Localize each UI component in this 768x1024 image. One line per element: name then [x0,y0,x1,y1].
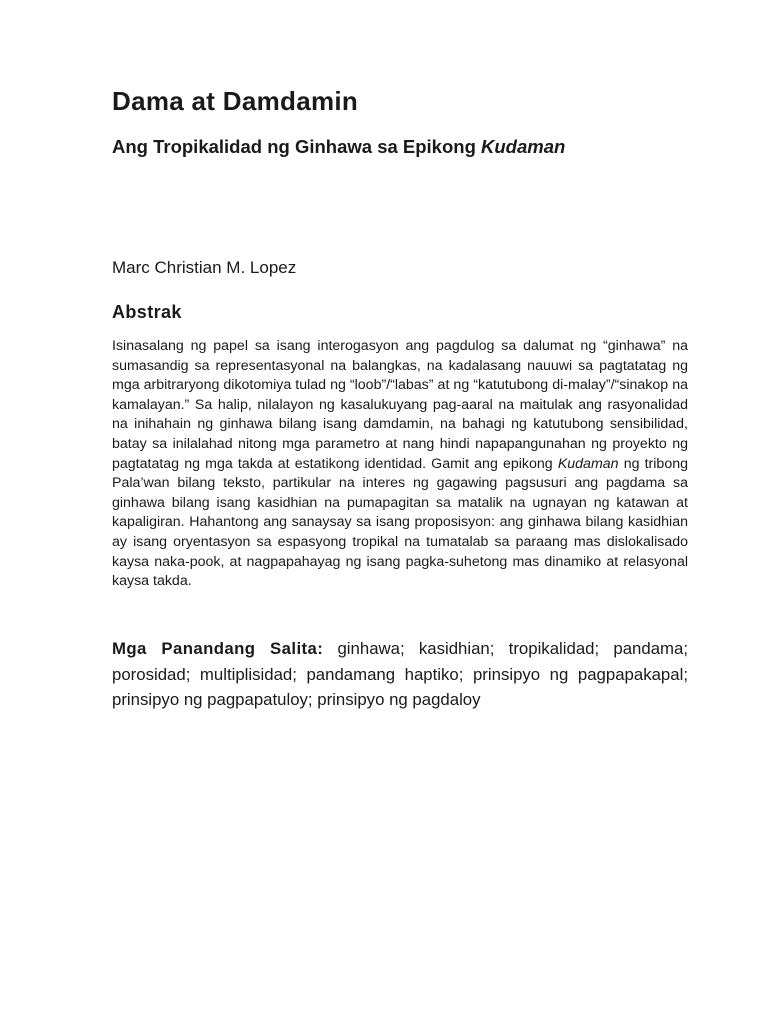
author-name: Marc Christian M. Lopez [112,258,297,277]
subtitle-italic-text: Kudaman [481,136,566,157]
abstract-body [112,337,688,592]
paper-title: Dama at Damdamin [112,86,359,116]
keywords-section [112,636,688,713]
abstract-text-part2: ng tribong Pala’wan bilang teksto, partikular na interes ng gagawing pagsusuri ang pagdama sa ginhawa bilang isang kasidhian na pumapagitan sa matalik na ugnayan ng katawan at kapaligiran. Hahantong ang sanaysay sa isang proposisyon: ang ginhawa bilang kasidhian ay isang oryentasyon sa espasyong tropikal na tumatalab sa paraang mas dislokalisado kaysa naka-pook, at nagpapahayag ng isang pagka-suhetong mas dinamiko at relasyonal kaysa takda. [112,455,688,590]
abstract-text-part1: Isinasalang ng papel sa isang interogasyon ang pagdulog sa dalumat ng “ginhawa” na sumasandig sa representasyonal na balangkas, na kadalasang nauuwi sa pagtatatag ng mga arbitraryong dikotomiya tulad ng “loob”/“labas” at ng “katutubong di-malay”/“sinakop na kamalayan.” Sa halip, nilalayon ng kasalukuyang pag-aaral na maitulak ang rasyonalidad na inihahain ng ginhawa bilang isang damdamin, na bahagi ng katutubong sensibilidad, batay sa inilalahad nitong mga parametro at nang hindi napapangunahan ng proyekto ng pagtatatag ng mga takda at estatikong identidad. Gamit ang epikong [112,338,688,472]
paper-subtitle [112,134,565,160]
keywords-list: ginhawa; kasidhian; tropikalidad; pandama; porosidad; multiplisidad; pandamang haptiko; prinsipyo ng pagpapakapal; prinsipyo ng pagpapatuloy; prinsipyo ng pagdaloy [112,639,689,709]
subtitle-text: Ang Tropikalidad ng Ginhawa sa Epikong [112,136,482,157]
abstract-heading: Abstrak [112,302,182,322]
keywords-label: Mga Panandang Salita: [112,639,324,658]
abstract-italic-text: Kudaman [557,455,619,472]
